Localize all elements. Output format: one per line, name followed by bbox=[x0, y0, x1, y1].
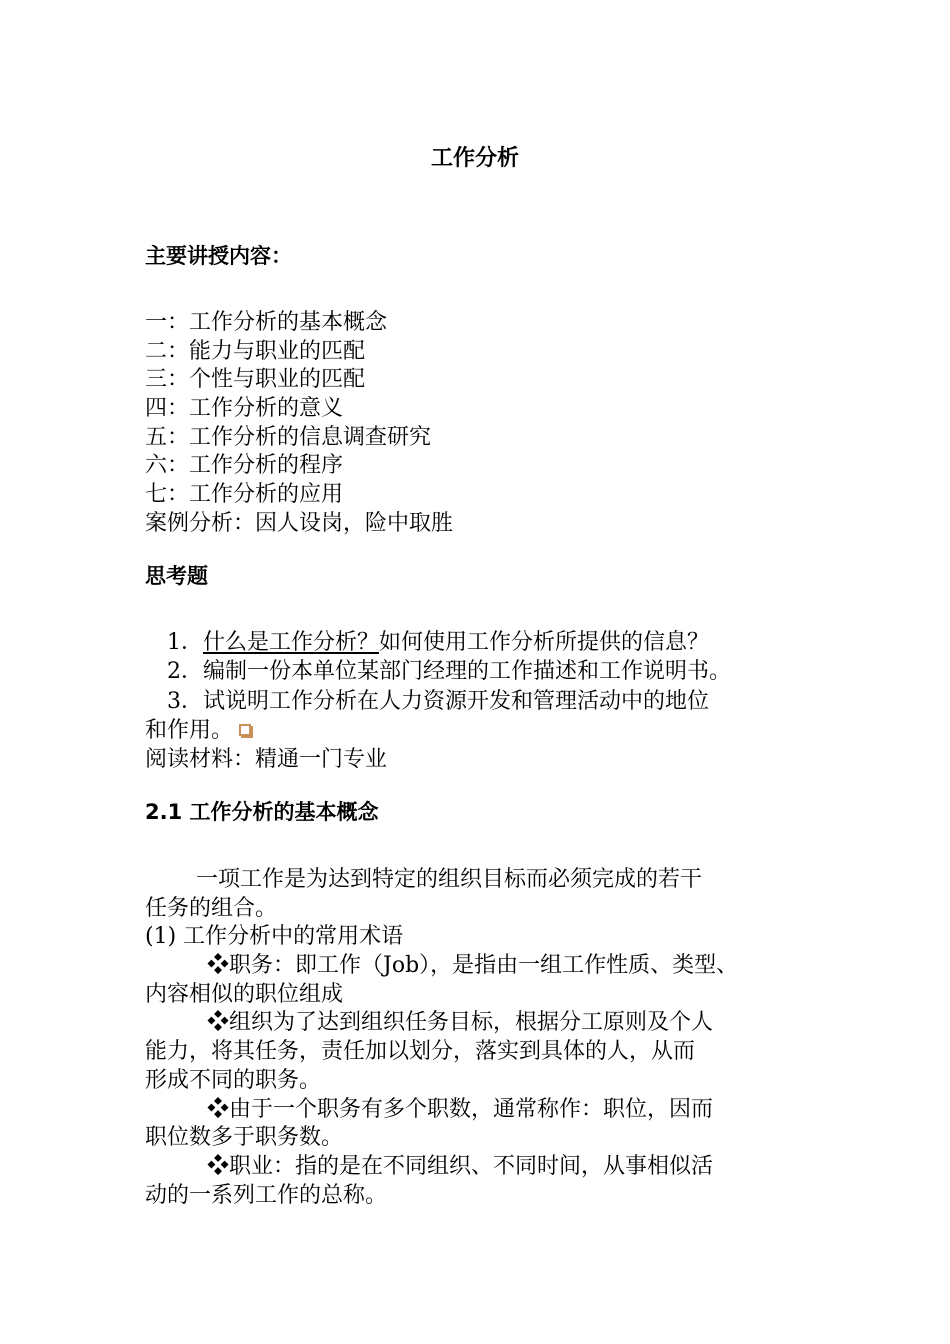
toc-item: 二：能力与职业的匹配 bbox=[145, 338, 366, 364]
page-title: 工作分析 bbox=[430, 146, 519, 171]
section-heading: 2.1 工作分析的基本概念 bbox=[145, 800, 379, 824]
bullet-line: ❖组织为了达到组织任务目标，根据分工原则及个人 bbox=[207, 1010, 714, 1036]
bullet-line: ❖职务：即工作（Job），是指由一组工作性质、类型、 bbox=[207, 953, 739, 979]
paragraph-line: 一项工作是为达到特定的组织目标而必须完成的若干 bbox=[196, 867, 703, 892]
toc-item: 三：个性与职业的匹配 bbox=[145, 367, 366, 393]
toc-item: 六：工作分析的程序 bbox=[145, 453, 344, 479]
question-text: 和作用。 bbox=[145, 717, 234, 743]
question-1 bbox=[145, 629, 731, 658]
toc-item: 四：工作分析的意义 bbox=[145, 396, 344, 422]
bullet-line: ❖职业：指的是在不同组织、不同时间，从事相似活 bbox=[207, 1153, 714, 1179]
bullet-line: 内容相似的职位组成 bbox=[145, 981, 344, 1007]
toc-item: 案例分析：因人设岗，险中取胜 bbox=[145, 510, 454, 536]
toc-list bbox=[145, 309, 453, 539]
question-underlined-text: 什么是工作分析？ bbox=[203, 630, 380, 655]
reading-material: 阅读材料：精通一门专业 bbox=[145, 747, 388, 773]
bullet-line: 能力，将其任务，责任加以划分，落实到具体的人，从而 bbox=[145, 1039, 696, 1065]
question-text: 如何使用工作分析所提供的信息？ bbox=[379, 630, 710, 655]
term-heading: (1) 工作分析中的常用术语 bbox=[145, 924, 404, 950]
question-3-line2 bbox=[145, 717, 731, 746]
bullet-line: ❖由于一个职务有多个职数，通常称作：职位，因而 bbox=[207, 1096, 714, 1122]
bullet-line: 动的一系列工作的总称。 bbox=[145, 1182, 388, 1208]
questions-heading: 思考题 bbox=[145, 564, 208, 588]
question-2: 2．编制一份本单位某部门经理的工作描述和工作说明书。 bbox=[167, 659, 731, 685]
question-number: 1． bbox=[167, 630, 203, 655]
toc-item: 一：工作分析的基本概念 bbox=[145, 310, 388, 335]
questions-list bbox=[145, 629, 731, 775]
toc-item: 五：工作分析的信息调查研究 bbox=[145, 424, 432, 450]
checkbox-icon bbox=[239, 724, 251, 736]
paragraph-line: 任务的组合。 bbox=[145, 895, 278, 921]
question-3-line1: 3．试说明工作分析在人力资源开发和管理活动中的地位 bbox=[167, 688, 709, 714]
bullet-line: 职位数多于职务数。 bbox=[145, 1125, 344, 1151]
section-body bbox=[145, 866, 738, 1210]
main-heading: 主要讲授内容： bbox=[145, 244, 292, 268]
toc-item: 七：工作分析的应用 bbox=[145, 482, 344, 508]
bullet-line: 形成不同的职务。 bbox=[145, 1067, 322, 1093]
